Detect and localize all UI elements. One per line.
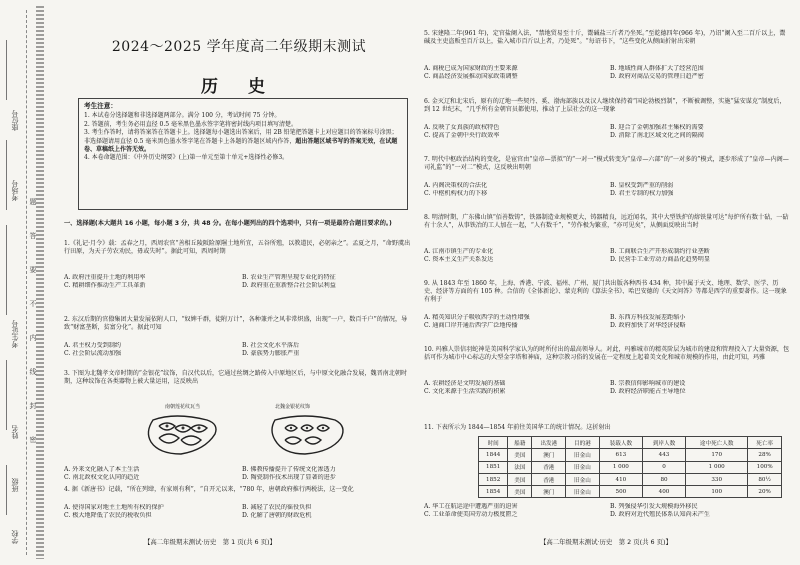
option-list: [424, 248, 790, 264]
binding-margin: [0, 0, 48, 565]
binding-label: 姓名: [11, 425, 19, 439]
fill-line: [6, 225, 7, 315]
option-list: [64, 342, 414, 358]
option: A. 商税已成为国家财政的主要来源: [424, 65, 518, 72]
table-cell: 80½: [748, 473, 782, 485]
exam-title: 2024～2025 学年度高二年级期末测试: [111, 39, 367, 55]
question-stem: 9. 从 1843 年至 1860 年，上海、香港、宁波、福州、广州、厦门共出版各种西书 434 种，其中属于天文、地理、数学、医学、历史、经济等方面的有 105 种。合信的《全体新论》、蒙克利的《算法全书》、哈巴安德的《天文问答》等都是西学的重要著作。这一现象有利于: [424, 280, 787, 304]
binding-label: 班级: [11, 478, 19, 492]
binding-label: 座位号: [11, 110, 19, 131]
table-cell: 法国: [508, 461, 532, 473]
subject-title: 历 史: [201, 77, 277, 97]
option: C. 中枢机构权力的下移: [424, 190, 488, 198]
option: A. 农耕经济是文明发展的基础: [424, 380, 506, 387]
question-stem: 10. 玛雅人崇信羽蛇神是美国科学家认为的时所付出的最高领导人。对此，玛雅城市的精英阶层为城市的建设和管理投入了大量资源，包括可作为城市中心标志的大型金字塔和神庙，这种宗教习俗的发展在一定程度上起着美文化和城市规模的作用，由此可知，玛雅: [424, 346, 790, 362]
table-cell: 澳门: [532, 449, 566, 461]
seal-char: 要: [29, 266, 37, 273]
seal-char: 不: [29, 300, 37, 307]
option: C. 商品经济发展推动国家政策调整: [424, 73, 518, 81]
option-list: [424, 65, 790, 81]
table-cell: 1 000: [599, 461, 642, 473]
option: C. 文化来源于生活实践的积累: [424, 388, 506, 396]
option: D. 政府对商品交易的管理日趋严密: [610, 73, 704, 81]
seal-char: 内: [29, 334, 37, 341]
option: A. 精英知识分子吸收西学的主动性增强: [424, 314, 530, 321]
table-cell: 0: [642, 461, 685, 473]
seal-char: 题: [29, 198, 37, 205]
table-row: [479, 473, 782, 485]
table-cell: 400: [642, 486, 685, 498]
option-list: [424, 503, 790, 519]
option-list: [64, 504, 414, 520]
table-header: 目的港: [566, 437, 600, 449]
binding-label: 考生证号: [11, 320, 19, 348]
option: D. 政府经济职能占主导地位: [610, 388, 686, 396]
table-cell: 1 000: [686, 461, 748, 473]
table-header: 到岸人数: [642, 437, 685, 449]
notice-emphasis: 超出答题区域书写的答案无效，在试题卷、草稿纸上作答无效。: [84, 137, 398, 154]
fill-line: [6, 465, 7, 515]
option: D. 民营手工业劳动力商品化趋势明显: [610, 256, 710, 264]
notice-item: 4. 本卷命题范围：《中外历史纲要》(上)第一单元至第十单元+选择性必修3。: [84, 154, 289, 162]
table-cell: 443: [642, 449, 685, 461]
question-stem: 1.《礼记·月令》载：孟春之月，西周农官“善相丘陵阪险原隰土地所宜，五谷所殖，以教道民，必躬亲之”。孟夏之月，“命野虞出行田原，为天子劳农劝民，毋或失时”。据此可知，西周时期: [64, 240, 411, 256]
question-stem: 2. 东汉后期的官僚集团大量发展依附人口，“奴婢千群，徒附万计”，各种兼并之风非常炽盛，出现“一户，数百千户”的情况，导致“财富垄断，贫富分化”。据此可知: [64, 316, 408, 332]
option: B. 农业生产管理呈现专业化的特征: [242, 274, 336, 281]
option: B. 地域性商人群体扩大了经营范围: [610, 65, 704, 72]
table-cell: 澳门: [532, 486, 566, 498]
emigration-table: [478, 436, 782, 498]
table-row: [479, 486, 782, 498]
option-list: [424, 124, 790, 140]
option: C. 南北政权文化认同的趋近: [64, 474, 140, 482]
question-stem: 3. 下图为北魏孝文帝时期的“金银花”纹饰，自汉代以后，它通过丝绸之路传入中原地区后，与中原文化融合发展，魏晋南北朝时期，这种纹饰在各类器物上被大量运用，这反映出: [64, 370, 408, 386]
table-cell: 100: [686, 486, 748, 498]
table-header: 途中死亡人数: [686, 437, 748, 449]
fill-line: [6, 360, 7, 430]
option: D. 政府重在重新整合社会阶层利益: [242, 282, 336, 290]
option: A. 内阁决策权的合法化: [424, 182, 488, 189]
table-cell: 170: [686, 449, 748, 461]
notice-item: 1. 本试卷分选择题和非选择题两部分。满分 100 分，考试时间 75 分钟。: [84, 112, 281, 120]
option: B. 宗教信仰影响城市的建设: [610, 380, 686, 387]
table-cell: 旧金山: [566, 449, 600, 461]
option: B. 皇权受到严重的削弱: [610, 182, 674, 189]
option: D. 化解了唐朝的财政危机: [242, 512, 312, 520]
option: B. 东西方科技发展差距缩小: [610, 314, 686, 321]
ornament-figure: [135, 403, 365, 461]
table-cell: 410: [599, 473, 642, 485]
table-cell: 1854: [479, 486, 508, 498]
question-stem: 11. 下表所示为 1844—1854 年前往美国华工的统计情况。这折射出: [424, 424, 611, 431]
notice-heading: 考生注意：: [84, 102, 117, 110]
table-row: [479, 449, 782, 461]
table-cell: 1844: [479, 449, 508, 461]
table-cell: 1852: [479, 473, 508, 485]
table-header: 装载人数: [599, 437, 642, 449]
figure-caption: 北魏金银花纹饰: [275, 404, 311, 410]
table-cell: 旧金山: [566, 461, 600, 473]
option-list: [424, 182, 790, 198]
option: C. 通商口岸开通后西学广泛地传播: [424, 322, 518, 330]
fill-line: [6, 140, 7, 210]
decorative-border: [36, 6, 44, 559]
binding-label: 学校: [11, 530, 19, 544]
option: B. 列强侵华引发大规模海外移民: [610, 503, 698, 510]
seal-line: [26, 10, 27, 555]
notice-box: [78, 98, 408, 210]
option: D. 政府对近代殖民体系认知尚未产生: [610, 511, 710, 519]
option-list: [424, 314, 790, 330]
option: A. 外来文化融入了本土生活: [64, 466, 140, 473]
option: B. 减轻了农民的徭役负担: [242, 504, 312, 511]
question-stem: 7. 明代中枢政治结构的变化，是宦官由“皇帝—票拟”的“一对一”模式转变为“皇帝—六部”的“一对多的”模式，逐步形成了“皇帝—内阁—司礼监”的“一对二”模式，这反映出明朝: [424, 156, 789, 172]
option: C. 极大地降低了农民的税收负担: [64, 512, 152, 520]
table-cell: 28%: [748, 449, 782, 461]
table-header: 死亡率: [748, 437, 782, 449]
table-cell: 美国: [508, 473, 532, 485]
table-row: [479, 461, 782, 473]
option: B. 迎合了金朝加强君主集权的需要: [610, 124, 704, 131]
option: D. 豪族势力膨胀严重: [242, 350, 300, 358]
seal-char: 线: [29, 368, 37, 375]
option: A. 江南市镇生产的专业化: [424, 248, 494, 255]
table-header: 出发港: [532, 437, 566, 449]
option-list: [64, 466, 414, 482]
option: B. 社会文化水平落后: [242, 342, 300, 349]
table-cell: 美国: [508, 449, 532, 461]
option: C. 精耕细作推动生产工具革新: [64, 282, 146, 290]
option: C. 工业革命使美国劳动力极度匮乏: [424, 511, 518, 519]
option: C. 资本主义生产关系发达: [424, 256, 494, 264]
option: D. 消除了南北区域文化之间的隔阂: [610, 132, 704, 140]
question-stem: 8. 明清时期，广东佛山镇“佰善数铸”，铁器制造业规模更大，铸器精良，远近闻名，其中大型铁炉的熔铁量可达“每炉所有数十砧，一砧有十余人”，从事铁冶的工人加在一起，“人有数千”，“劳作极为繁重，“亦可见矣”，从侧面反映出当时: [424, 214, 789, 230]
binding-label: 考场号: [11, 180, 19, 201]
option: A. 君主权力受到制约: [64, 342, 122, 349]
fill-line: [6, 40, 7, 100]
page-footer-left: 【高二年级期末测试·历史 第 1 页(共 6 页)】: [144, 538, 276, 546]
figure-caption: 南朝莲花纹瓦当: [165, 404, 201, 410]
ornament-image: [135, 410, 365, 462]
page-footer-right: 【高二年级期末测试·历史 第 2 页(共 6 页)】: [540, 538, 672, 546]
option: C. 社会阶层流动加强: [64, 350, 122, 358]
option: D. 政府加快了对华经济侵略: [610, 322, 686, 330]
table-cell: 香港: [532, 461, 566, 473]
notice-item: 2. 答题前，考生务必用直径 0.5 毫米黑色墨水签字笔将密封线内项目填写清楚。: [84, 120, 297, 128]
option: A. 华工在航运途中遭遇严重的迫害: [424, 503, 518, 510]
question-stem: 4. 据《新唐书》记载，“所在列肆，有家则有利”，“自开元以来，“780 年，唐朝政府推行两税法，这一变化: [64, 486, 354, 493]
table-cell: 100%: [748, 461, 782, 473]
option: A. 政府注重提升土地的利用率: [64, 274, 146, 281]
option: A. 反映了女真族的政权特色: [424, 124, 500, 131]
table-cell: 旧金山: [566, 473, 600, 485]
table-cell: 20%: [748, 486, 782, 498]
table-cell: 1851: [479, 461, 508, 473]
notice-item: 3. 考生作答时，请将答案答在答题卡上。选择题每小题选出答案后，用 2B 铅笔把答题卡上对应题目的答案标号涂黑；非选择题请用直径 0.5 毫米黑色墨水签字笔在答题卡上各题的答题区域内作答，超出答题区域书写的答案无效，在试题卷、草稿纸上作答无效。: [84, 129, 398, 154]
option: B. 佛教传播提升了传统文化渗透力: [242, 466, 336, 473]
table-header-row: [479, 437, 782, 449]
table-cell: 500: [599, 486, 642, 498]
option: D. 陶瓷制作技术出现了显著的进步: [242, 474, 336, 482]
seal-char: 封: [29, 402, 37, 409]
option: D. 君主专制的权力加强: [610, 190, 674, 198]
table-cell: 613: [599, 449, 642, 461]
table-cell: 香港: [532, 473, 566, 485]
table-cell: 330: [686, 473, 748, 485]
table-header: 时间: [479, 437, 508, 449]
option: C. 提高了金朝中央行政效率: [424, 132, 500, 140]
seal-char: 密: [29, 436, 37, 443]
question-stem: 6. 金灭辽和北宋后，原有的辽地一些契丹、奚、渤海部族以及汉人继续保持着“国论勃极烈制”，不断被调整，实施“猛安谋克”制度后，到 12 世纪末，“几乎所有金朝官员都使用，推动了上层社会的这一现象: [424, 98, 786, 114]
table-cell: 美国: [508, 486, 532, 498]
seal-char: 答: [29, 232, 37, 239]
table-cell: 旧金山: [566, 486, 600, 498]
question-stem: 5. 宋建隆二年(961 年)，定官盐阑入法，“禁地贸易至十斤，鬻碱盐三斤者乃坐死。”至乾德四年(966 年)，乃诏“阑入至二百斤以上，鬻碱及主吏盗贩至百斤以上，盐入城市百斤以上者，乃处死”。“每诏书下，“这些变化从侧面折射出宋朝: [424, 30, 786, 46]
option: A. 使得国家对地主土地所有权的保护: [64, 504, 164, 511]
section-heading: 一、选择题(本大题共 16 小题，每小题 3 分，共 48 分。在每小题列出的四个选项中，只有一项是最符合题目要求的。): [64, 220, 392, 227]
option-list: [64, 274, 414, 290]
option-list: [424, 380, 790, 396]
option: B. 工商联合生产开形成制约行业垄断: [610, 248, 710, 255]
table-cell: 80: [642, 473, 685, 485]
table-header: 船籍: [508, 437, 532, 449]
